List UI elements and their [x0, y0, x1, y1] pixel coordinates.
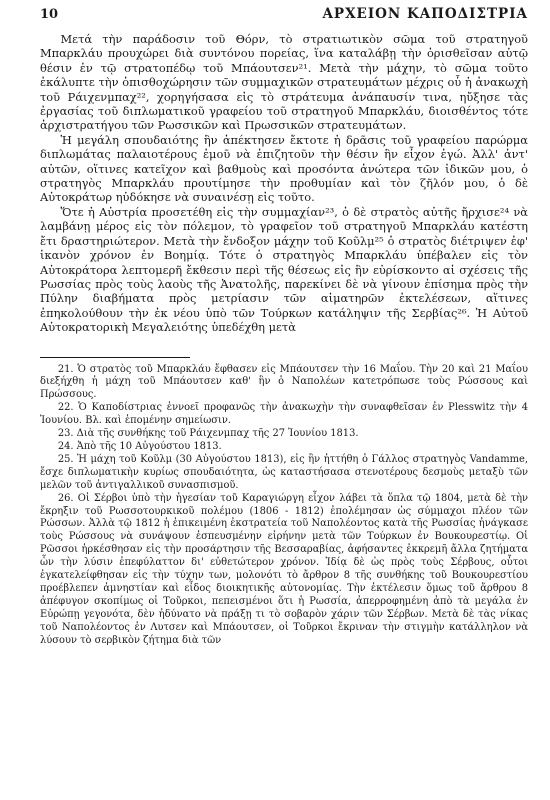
- footnote: 23. Διὰ τῆς συνθήκης τοῦ Ράιχενμπαχ τῆς 27 Ἰουνίου 1813.: [57, 428, 359, 440]
- page-number: 10: [40, 7, 59, 22]
- body-paragraph: Μετά τὴν παράδοσιν τοῦ Θόρν, τὸ στρατιωτικὸν σῶμα τοῦ στρατηγοῦ Μπαρκλάυ προυχώρει διὰ συντόνου πορείας, ἵνα καταλάβῃ τὴν ὁρισθεῖσαν αὐτῷ θέσιν ἐν τῷ στρατοπέδῳ τοῦ Μπάουτσεν²¹. Μετὰ τὴν μάχην, τὸ σῶμα τοῦτο ἐκάλυπτε τὴν ὀπισθοχώρησιν τῶν συμμαχικῶν στρατευμάτων μέχρις οὗ ἡ ἀνακωχὴ τοῦ Ράιχενμπαχ²², χορηγήσασα εἰς τὸ στράτευμα ἀνάπαυσίν τινα, ηὔξησε τὰς ἐργασίας τοῦ διπλωματικοῦ γραφείου τοῦ στρατηγοῦ Μπαρκλάυ, διοισθέντος τότε ἀρχιστρατήγου τῶν Ρωσσικῶν καὶ Πρωσσικῶν στρατευμάτων.: [40, 32, 528, 133]
- footnote: 26. Οἱ Σέρβοι ὑπὸ τὴν ἡγεσίαν τοῦ Καραγιώργη εἶχον λάβει τὰ ὅπλα τῷ 1804, μετὰ δὲ τὴν ἔκρηξιν τοῦ Ρωσσοτουρκικοῦ πολέμου (1806 - 1812) ἐπολέμησαν ὡς σύμμαχοι πλέον τῶν Ρώσσων. Ἀλλὰ τῷ 1812 ἡ ἐπικειμένη ἐκστρατεία τοῦ Ναπολέοντος κατὰ τῆς Ρωσσίας ἠνάγκασε τοὺς Ρώσσους νὰ συνάψουν ἐσπευσμένην εἰρήνην μετὰ τῶν Τούρκων ἐν Βουκουρεστίῳ. Οἱ Ρῶσσοι ἠρκέσθησαν εἰς τὴν προσάρτησιν τῆς Βεσσαραβίας, ἀφήσαντες ἐκκρεμῆ ἄλλα ζητήματα ὧν τὴν λύσιν ἐπεφύλαττον δι' εὐθετώτερον χρόνον. Ἰδίᾳ δὲ ὡς πρὸς τοὺς Σέρβους, οὗτοι ἐγκατελείφθησαν εἰς τὴν τύχην των, μολονότι τὸ ἄρθρον 8 τῆς συνθήκης τοῦ Βουκουρεστίου προέβλεπεν ἀμνηστίαν καὶ εἶδος διοικητικῆς αὐτονομίας. Τὴν ἐκτέλεσιν ὅμως τοῦ ἄρθρου 8 ἀπέφυγον σκοπίμως οἱ Τοῦρκοι, πεπεισμένοι ὅτι ἡ Ρωσσία, ἀπερροφημένη ἀπὸ τὰ μεγάλα ἐν Εὐρώπῃ γεγονότα, δὲν ἠδύνατο νὰ πράξῃ τι τὸ σοβαρὸν χάριν τῶν Σέρβων. Μετὰ δὲ τὰς νίκας τοῦ Ναπολέοντος ἐν Λυτσεν καὶ Μπάουτσεν, οἱ Τοῦρκοι ἔκριναν τὴν στιγμὴν κατάλληλον νὰ λύσουν τὸ σερβικὸν ζήτημα διὰ τῶν: [40, 492, 528, 646]
- body-paragraph: Ἡ μεγάλη σπουδαιότης ἣν ἀπέκτησεν ἔκτοτε ἡ δρᾶσις τοῦ γραφείου παρώρμα διπλωμάτας παλαιοτέρους ἐμοῦ νὰ ἐπιζητοῦν τὴν θέσιν ἣν εἶχον ἐγώ. Ἀλλ' ἀντ' αὐτῶν, οἵτινες κατεῖχον καὶ βαθμοὺς καὶ προσόντα ἀνώτερα τῶν ἰδικῶν μου, ὁ στρατηγὸς Μπαρκλάυ προυτίμησε τὴν προθυμίαν καὶ τὸν ζῆλόν μου, ὁ δὲ Αὐτοκράτωρ ηὐδόκησε νὰ συναινέσῃ εἰς τοῦτο.: [40, 132, 528, 205]
- footnote: 25. Ἡ μάχη τοῦ Κοῦλμ (30 Αὐγούστου 1813), εἰς ἣν ἡττήθη ὁ Γάλλος στρατηγὸς Vandamme, ἔσχε διπλωματικὴν κυρίως σπουδαιότητα, ὡς καταστήσασα στενοτέρους δεσμοὺς μεταξὺ τῶν μελῶν τοῦ ἀντιγαλλικοῦ συνασπισμοῦ.: [40, 453, 528, 491]
- footnote-divider: [40, 357, 190, 358]
- footnotes: [40, 364, 528, 648]
- running-title: ΑΡΧΕΙΟΝ ΚΑΠΟΔΙΣΤΡΙΑ: [322, 6, 528, 22]
- main-text: [40, 32, 528, 335]
- footnote: 24. Ἀπὸ τῆς 10 Αὐγούστου 1813.: [57, 440, 222, 452]
- footnote: 22. Ὁ Καποδίστριας ἐννοεῖ προφανῶς τὴν ἀνακωχὴν τὴν συναφθεῖσαν ἐν Plesswitz τὴν 4 Ἰουνίου. Βλ. καὶ ἑπομένην σημείωσιν.: [40, 402, 528, 427]
- document-page: [40, 6, 528, 647]
- body-paragraph: Ὅτε ἡ Αὐστρία προσετέθη εἰς τὴν συμμαχίαν²³, ὁ δὲ στρατὸς αὐτῆς ἤρχισε²⁴ νὰ λαμβάνῃ μέρος εἰς τὸν πόλεμον, τὸ γραφεῖον τοῦ στρατηγοῦ Μπαρκλάυ κατέστη ἔτι δραστηριώτερον. Μετὰ τὴν ἔνδοξον μάχην τοῦ Κοῦλμ²⁵ ὁ στρατὸς διέτριψεν ἐφ' ἱκανὸν χρόνον ἐν Βοημίᾳ. Τότε ὁ στρατηγὸς Μπαρκλάυ ὑπέβαλεν εἰς τὸν Αὐτοκράτορα λεπτομερῆ ἔκθεσιν περὶ τῆς θέσεως εἰς ἣν εὑρίσκοντο αἱ σχέσεις τῆς Ρωσσίας πρὸς τοὺς λαοὺς τῆς Ἀνατολῆς, παρεκίνει δὲ νὰ γίνουν ἐπίσημα πρὸς τὴν Πύλην διαβήματα πρὸς μετρίασιν τῶν αἱματηρῶν ἐκτελέσεων, αἵτινες ἐπηκολούθουν τὴν ἐκ νέου ὑπὸ τῶν Τούρκων κατάληψιν τῆς Σερβίας²⁶. Ἡ Αὐτοῦ Αὐτοκρατορικὴ Μεγαλειότης ὑπεδέχθη μετὰ: [40, 204, 528, 335]
- footnote: 21. Ὁ στρατὸς τοῦ Μπαρκλάυ ἔφθασεν εἰς Μπάουτσεν τὴν 16 Μαΐου. Τὴν 20 καὶ 21 Μαΐου διεξήχθη ἡ μάχη τοῦ Μπάουτσεν καθ' ἣν ὁ Ναπολέων κατετρόπωσε τοὺς Ρώσσους καὶ Πρώσσους.: [40, 363, 528, 401]
- page-header: [40, 6, 528, 28]
